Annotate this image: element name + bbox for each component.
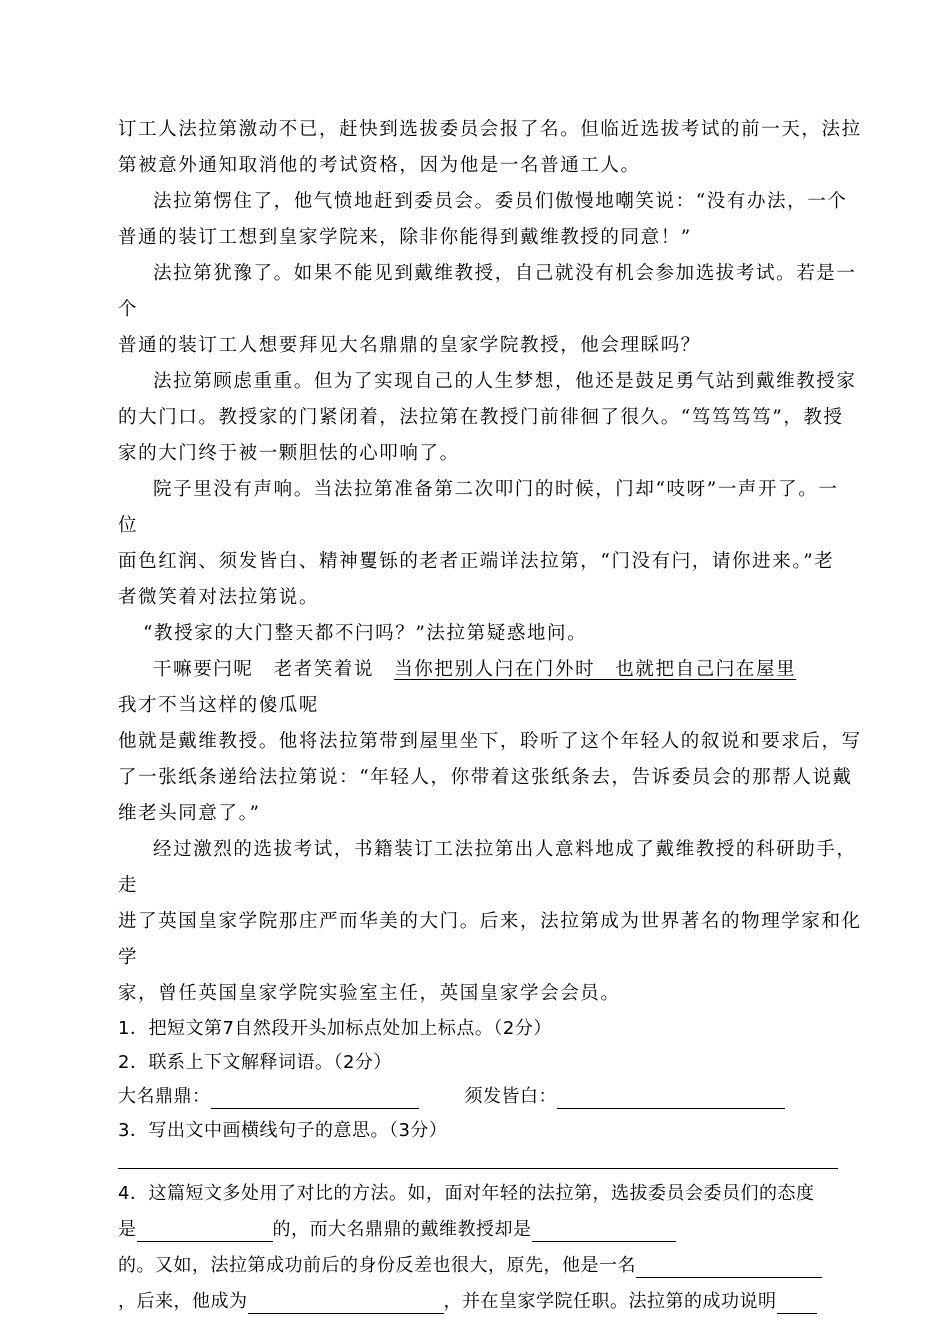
question-1: 1．把短文第7自然段开头加标点处加上标点。（2分）: [118, 1018, 552, 1039]
passage-line: 面色红润、须发皆白、精神矍铄的老者正端详法拉第，“门没有闩，请你进来。”老: [118, 551, 835, 572]
question-text: ，后来，他成为: [118, 1291, 248, 1312]
passage-line: 个: [118, 299, 139, 320]
passage-line: 家的大门终于被一颗胆怯的心叩响了。: [118, 443, 460, 464]
passage-line: 走: [118, 875, 139, 896]
passage-line: 他就是戴维教授。他将法拉第带到屋里坐下，聆听了这个年轻人的叙说和要求后，写: [118, 731, 862, 752]
answer-line[interactable]: [118, 1168, 838, 1169]
answer-blank[interactable]: [248, 1293, 444, 1314]
question-2-terms: [118, 1085, 785, 1109]
question-text: 是: [118, 1219, 137, 1240]
passage-line: 法拉第顾虑重重。但为了实现自己的人生梦想，他还是鼓足勇气站到戴维教授家: [153, 371, 857, 392]
passage-line: “教授家的大门整天都不闩吗？”法拉第疑惑地问。: [143, 623, 588, 644]
passage-line: 订工人法拉第激动不已，赶快到选拔委员会报了名。但临近选拔考试的前一天，法拉: [118, 119, 862, 140]
question-2: 2．联系上下文解释词语。（2分）: [118, 1052, 392, 1073]
passage-line: 的大门口。教授家的门紧闭着，法拉第在教授门前徘徊了很久。“笃笃笃笃”，教授: [118, 407, 844, 428]
underlined-sentence: 当你把别人闩在门外时 也就把自己闩在屋里: [394, 659, 797, 680]
passage-line: 者微笑着对法拉第说。: [118, 587, 320, 608]
passage-line: 经过激烈的选拔考试，书籍装订工法拉第出人意料地成了戴维教授的科研助手，: [153, 839, 857, 860]
answer-blank[interactable]: [557, 1088, 785, 1109]
question-4: 4．这篇短文多处用了对比的方法。如，面对年轻的法拉第，选拔委员会委员们的态度: [118, 1183, 815, 1204]
question-text: 的，而大名鼎鼎的戴维教授却是: [272, 1219, 532, 1240]
punctuation-exercise-line: [153, 658, 796, 682]
passage-line: 普通的装订工想到皇家学院来，除非你能得到戴维教授的同意！”: [118, 227, 692, 248]
passage-line: 维老头同意了。”: [118, 803, 261, 824]
passage-line: 法拉第愣住了，他气愤地赶到委员会。委员们傲慢地嘲笑说：“没有办法，一个: [153, 191, 848, 212]
question-text: 的。又如，法拉第成功前后的身份反差也很大，原先，他是一名: [118, 1255, 636, 1276]
passage-line: 院子里没有声响。当法拉第准备第二次叩门的时候，门却“吱呀”一声开了。一: [153, 479, 839, 500]
passage-line: 了一张纸条递给法拉第说：“年轻人，你带着这张纸条去，告诉委员会的那帮人说戴: [118, 767, 853, 788]
question-4-line: [118, 1290, 817, 1314]
passage-line: 学: [118, 947, 139, 968]
question-4-line: [118, 1218, 676, 1242]
answer-blank[interactable]: [532, 1221, 676, 1242]
passage-line: 第被意外通知取消他的考试资格，因为他是一名普通工人。: [118, 155, 641, 176]
passage-line: 家，曾任英国皇家学院实验室主任，英国皇家学会会员。: [118, 983, 621, 1004]
passage-text: 干嘛要闩呢 老者笑着说: [153, 659, 395, 680]
term-label: 大名鼎鼎：: [118, 1086, 211, 1107]
question-text: ，并在皇家学院任职。法拉第的成功说明: [443, 1291, 777, 1312]
question-4-line: [118, 1254, 822, 1278]
passage-line: 位: [118, 515, 139, 536]
passage-line: 普通的装订工人想要拜见大名鼎鼎的皇家学院教授，他会理睬吗？: [118, 335, 701, 356]
question-3: 3．写出文中画横线句子的意思。（3分）: [118, 1120, 448, 1141]
answer-blank[interactable]: [211, 1088, 419, 1109]
passage-line: 进了英国皇家学院那庄严而华美的大门。后来，法拉第成为世界著名的物理学家和化: [118, 911, 862, 932]
answer-blank[interactable]: [636, 1257, 822, 1278]
term-label: 须发皆白：: [464, 1086, 557, 1107]
answer-blank[interactable]: [777, 1293, 817, 1314]
answer-blank[interactable]: [137, 1221, 273, 1242]
passage-line: 法拉第犹豫了。如果不能见到戴维教授，自己就没有机会参加选拔考试。若是一: [153, 263, 857, 284]
passage-line: 我才不当这样的傻瓜呢: [118, 695, 320, 716]
